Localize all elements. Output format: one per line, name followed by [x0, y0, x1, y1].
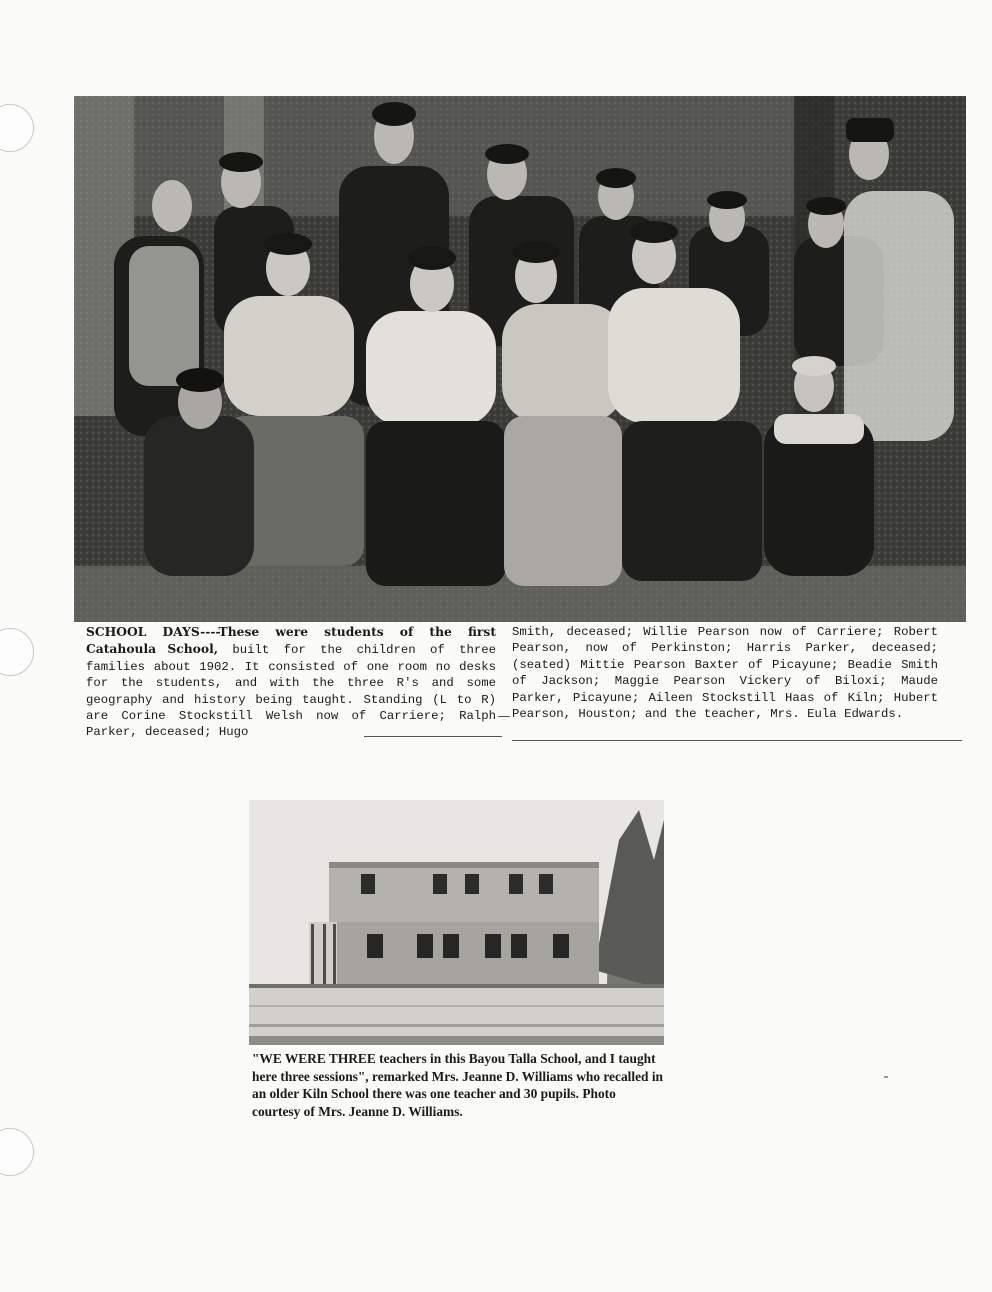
- binder-hole-top: [0, 104, 34, 152]
- binder-hole-middle: [0, 628, 34, 676]
- binder-hole-bottom: [0, 1128, 34, 1176]
- caption-underline-right: [512, 740, 962, 741]
- class-photograph-image: [74, 96, 966, 622]
- caption-class-right-column: [512, 624, 938, 722]
- scan-speck: [884, 1076, 888, 1078]
- caption-class-lead: SCHOOL DAYS----These were students of the first Catahoula School,: [86, 624, 496, 657]
- column-mark: [498, 716, 510, 717]
- caption-school-building: "WE WERE THREE teachers in this Bayou Talla School, and I taught here three sessions", remarked Mrs. Jeanne D. Williams who recalled in an older Kiln School there was one teacher and 30 pupils. Photo courtesy of Mrs. Jeanne D. Williams.: [252, 1051, 663, 1119]
- school-building-image: [249, 800, 664, 1045]
- caption-class-right-text: Smith, deceased; Willie Pearson now of Carriere; Robert Pearson, now of Perkinston; Harris Parker, deceased; (seated) Mittie Pearson Baxter of Picayune; Beadie Smith of Jackson; Maggie Pearson Vickery of Biloxi; Maude Parker, Picayune; Aileen Stockstill Haas of Kiln; Hubert Pearson, Houston; and the teacher, Mrs. Eula Edwards.: [512, 625, 938, 722]
- school-building-photograph: [249, 800, 664, 1045]
- class-photograph: [74, 96, 966, 622]
- caption-underline-left: [364, 736, 502, 737]
- caption-class-left-text: built for the children of three families about 1902. It consisted of one room no desks for the students, and with the three R's and some geography and history being taught. Standing (L to R) are Corine Stockstill Welsh now of Carriere; Ralph Parker, deceased; Hugo: [86, 643, 496, 740]
- caption-class-left-column: [86, 624, 496, 741]
